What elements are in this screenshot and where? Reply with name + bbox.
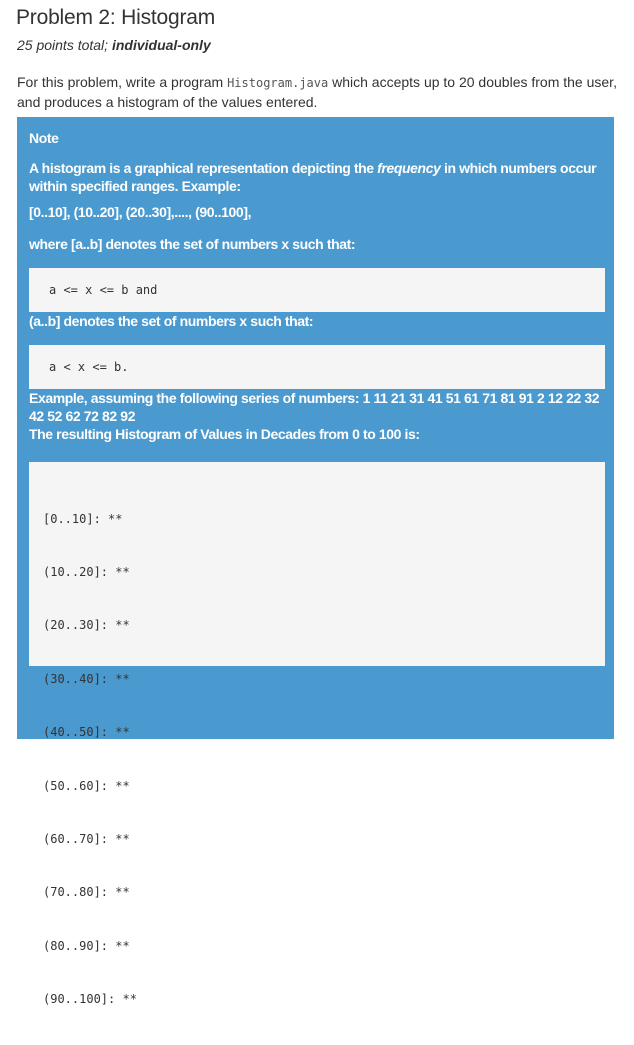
histogram-output bbox=[29, 462, 605, 1007]
histogram-line: (80..90]: ** bbox=[43, 938, 130, 953]
open-interval-description: (a..b] denotes the set of numbers x such that: bbox=[29, 313, 314, 329]
definition-after: in which numbers occur within specified ranges. Example: bbox=[29, 160, 597, 194]
intro-text-after: which accepts up to 20 doubles from the user, and produces a histogram of the values entered. bbox=[17, 74, 617, 110]
note-box bbox=[17, 117, 614, 1007]
histogram-line: (20..30]: ** bbox=[43, 618, 130, 633]
histogram-line: (30..40]: ** bbox=[43, 671, 130, 686]
histogram-line: (60..70]: ** bbox=[43, 831, 130, 846]
closed-interval-description: where [a..b] denotes the set of numbers x such that: bbox=[29, 236, 356, 252]
open-interval-code: a < x <= b. bbox=[29, 345, 605, 389]
histogram-line: (90..100]: ** bbox=[43, 992, 137, 1007]
histogram-line: [0..10]: ** bbox=[43, 511, 123, 526]
ranges-example: [0..10], (10..20], (20..30],...., (90..100], bbox=[29, 204, 252, 220]
page-title: Problem 2: Histogram bbox=[16, 6, 216, 29]
histogram-definition bbox=[29, 159, 602, 195]
filename-code: Histogram.java bbox=[227, 76, 329, 90]
note-heading: Note bbox=[29, 130, 59, 146]
points-text: 25 points total; bbox=[17, 37, 109, 53]
definition-before: A histogram is a graphical representation depicting the bbox=[29, 160, 378, 176]
example-series: Example, assuming the following series of numbers: 1 11 21 31 41 51 61 71 81 91 2 12 22 32 42 52 62 72 82 92 bbox=[29, 390, 600, 424]
histogram-line: (50..60]: ** bbox=[43, 778, 130, 793]
histogram-line: (10..20]: ** bbox=[43, 564, 130, 579]
closed-interval-code: a <= x <= b and bbox=[29, 268, 605, 312]
document bbox=[0, 0, 634, 112]
intro-text-before: For this problem, write a program bbox=[17, 74, 228, 90]
histogram-line: (40..50]: ** bbox=[43, 725, 130, 740]
mode-text: individual-only bbox=[111, 37, 211, 53]
points-subtitle bbox=[17, 36, 618, 54]
histogram-line: (70..80]: ** bbox=[43, 885, 130, 900]
intro-paragraph bbox=[17, 73, 617, 112]
result-title: The resulting Histogram of Values in Decades from 0 to 100 is: bbox=[29, 426, 420, 442]
definition-emphasis: frequency bbox=[377, 160, 441, 176]
